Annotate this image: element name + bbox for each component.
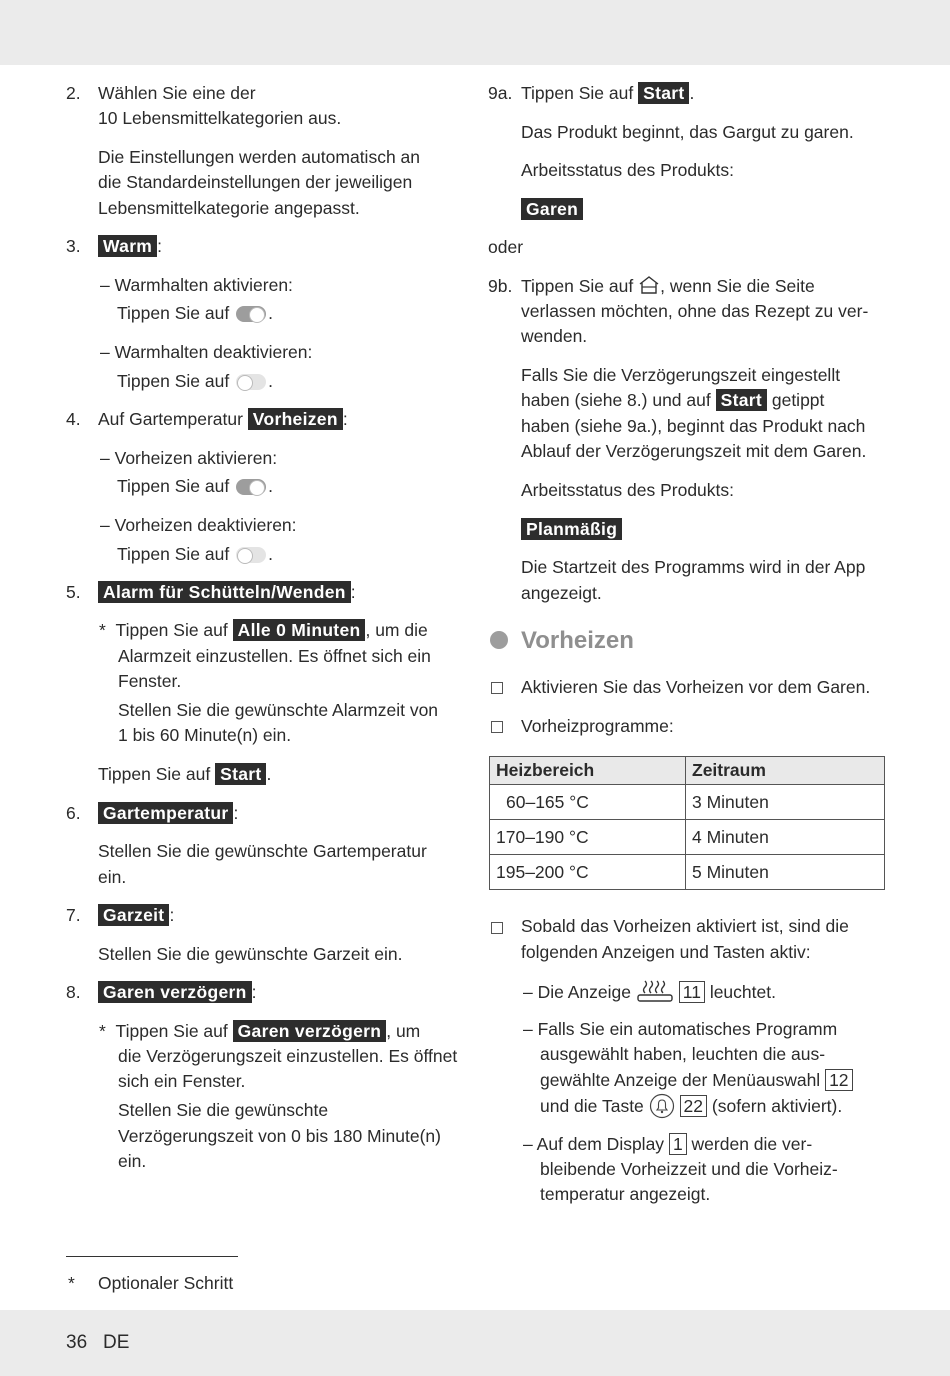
footnote-text: Optionaler Schritt (98, 1273, 234, 1293)
warm-deactivate-line: – Warmhalten deaktivieren: (100, 342, 313, 362)
table-header: Heizbereich (490, 757, 686, 785)
step-9a-heading: Tippen Sie auf Start . (521, 83, 695, 103)
oder-text: oder (488, 237, 524, 257)
step-8-bullet-6: ein. (118, 1151, 147, 1171)
checkbox-square-icon (491, 922, 503, 934)
step-8-bullet-1: * Tippen Sie auf Garen verzögern , um (99, 1021, 421, 1041)
step-6-heading: Gartemperatur : (98, 801, 238, 827)
table-row (490, 855, 885, 890)
table-header: Zeitraum (686, 757, 885, 785)
garen-verzoegern-label: Garen verzögern (98, 981, 252, 1003)
step-8-heading: Garen verzögern : (98, 980, 256, 1006)
section-title: Vorheizen (521, 627, 634, 654)
step-2-line-2: 10 Lebensmittelkategorien aus. (98, 108, 342, 128)
garen-verzoegern-button-label: Garen verzögern (233, 1020, 387, 1042)
step-4-heading: Auf Gartemperatur Vorheizen : (98, 409, 348, 429)
toggle-on-icon (236, 306, 266, 322)
indicator-line-4: gewählte Anzeige der Menüauswahl 12 (540, 1068, 853, 1094)
alle-0-minuten-label: Alle 0 Minuten (233, 619, 366, 641)
step-2-note-3: Lebensmittelkategorie angepasst. (98, 198, 360, 218)
step-8-number: 8. (66, 982, 81, 1002)
step-2-note-2: die Standardeinstellungen der jeweiligen (98, 172, 413, 192)
step-3-heading: Warm : (98, 234, 162, 260)
table-cell: 5 Minuten (686, 855, 885, 890)
step-5-number: 5. (66, 582, 81, 602)
warm-deactivate-tip: Tippen Sie auf . (117, 371, 273, 391)
footer-band (0, 1310, 950, 1376)
indicator-line-3: ausgewählt haben, leuchten die aus- (540, 1044, 826, 1064)
preheat-activate-tip: Tippen Sie auf . (117, 476, 273, 496)
step-7-heading: Garzeit : (98, 903, 174, 929)
table-header-row (490, 757, 885, 785)
section-bullet-icon (490, 631, 508, 649)
step-9a-number: 9a. (488, 83, 513, 103)
step-6-line-1: Stellen Sie die gewünschte Gartemperatur (98, 841, 427, 861)
vorheizen-label: Vorheizen (248, 408, 343, 430)
indicator-line-7: bleibende Vorheizzeit und die Vorheiz- (540, 1159, 838, 1179)
step-5-bullet-3: Fenster. (118, 671, 182, 691)
checkbox-square-icon (491, 721, 503, 733)
step-9b-note-5: Arbeitsstatus des Produkts: (521, 480, 735, 500)
toggle-off-icon (236, 374, 266, 390)
toggle-off-icon (236, 547, 266, 563)
table-row (490, 820, 885, 855)
page-footer (66, 1332, 129, 1354)
warm-activate-tip: Tippen Sie auf . (117, 303, 273, 323)
step-9b-note-7: angezeigt. (521, 583, 602, 603)
table-cell: 3 Minuten (686, 785, 885, 820)
toggle-on-icon (236, 479, 266, 495)
step-8-bullet-2: die Verzögerungszeit einzustellen. Es öffnet (118, 1046, 458, 1066)
preheat-activate-line: – Vorheizen aktivieren: (100, 448, 278, 468)
step-8-bullet-3: sich ein Fenster. (118, 1071, 246, 1091)
step-6-number: 6. (66, 803, 81, 823)
step-6-line-2: ein. (98, 867, 127, 887)
step-8-bullet-5: Verzögerungszeit von 0 bis 180 Minute(n) (118, 1126, 441, 1146)
step-5-start-tip: Tippen Sie auf Start . (98, 764, 272, 784)
indicator-line-1: – Die Anzeige 11 leuchtet. (523, 979, 776, 1006)
footnote-divider (66, 1256, 238, 1257)
preheat-bullet-3-line-1: Sobald das Vorheizen aktiviert ist, sind die (521, 916, 849, 936)
indicator-line-6: – Auf dem Display 1 werden die ver- (523, 1134, 813, 1154)
step-8-bullet-4: Stellen Sie die gewünschte (118, 1100, 329, 1120)
preheat-bullet-1: Aktivieren Sie das Vorheizen vor dem Garen. (521, 677, 871, 697)
step-9b-note-2: haben (siehe 8.) und auf Start getippt (521, 390, 825, 410)
table-cell: 170–190 °C (490, 820, 686, 855)
step-2-line-1: Wählen Sie eine der (98, 83, 256, 103)
step-5-bullet-1: * Tippen Sie auf Alle 0 Minuten , um die (99, 620, 428, 640)
page-number: 36 (66, 1332, 88, 1353)
warm-label: Warm (98, 235, 157, 257)
step-9b-line-1: Tippen Sie auf , wenn Sie die Seite (521, 276, 815, 296)
ref-box-11: 11 (679, 981, 705, 1003)
warm-activate-line: – Warmhalten aktivieren: (100, 275, 293, 295)
step-5-bullet-4: Stellen Sie die gewünschte Alarmzeit von (118, 700, 439, 720)
home-icon (638, 275, 660, 295)
table-row (490, 785, 885, 820)
status-garen: Garen (521, 197, 583, 223)
start-label: Start (638, 82, 689, 104)
start-label: Start (215, 763, 266, 785)
ref-box-22: 22 (680, 1095, 707, 1117)
step-9b-line-3: wenden. (521, 326, 588, 346)
step-9b-note-1: Falls Sie die Verzögerungszeit eingestellt (521, 365, 841, 385)
language-code: DE (102, 1332, 130, 1353)
step-9a-line-2: Arbeitsstatus des Produkts: (521, 160, 735, 180)
indicator-line-2: – Falls Sie ein automatisches Programm (523, 1019, 838, 1039)
step-7-line-1: Stellen Sie die gewünschte Garzeit ein. (98, 944, 403, 964)
checkbox-square-icon (491, 682, 503, 694)
preheat-bullet-3-line-2: folgenden Anzeigen und Tasten aktiv: (521, 942, 811, 962)
preheat-deactivate-line: – Vorheizen deaktivieren: (100, 515, 297, 535)
step-2-note-1: Die Einstellungen werden automatisch an (98, 147, 420, 167)
step-5-heading: Alarm für Schütteln/Wenden : (98, 580, 356, 606)
step-3-number: 3. (66, 236, 81, 256)
preheat-deactivate-tip: Tippen Sie auf . (117, 544, 273, 564)
start-label: Start (716, 389, 767, 411)
step-4-number: 4. (66, 409, 81, 429)
alarm-label: Alarm für Schütteln/Wenden (98, 581, 351, 603)
step-9b-note-4: Ablauf der Verzögerungszeit mit dem Garen. (521, 441, 867, 461)
ref-box-1: 1 (669, 1133, 687, 1155)
step-9b-line-2: verlassen möchten, ohne das Rezept zu ver- (521, 301, 869, 321)
status-planmaessig: Planmäßig (521, 517, 622, 543)
table-cell: 195–200 °C (490, 855, 686, 890)
step-5-bullet-5: 1 bis 60 Minute(n) ein. (118, 725, 292, 745)
step-9b-number: 9b. (488, 276, 513, 296)
ref-box-12: 12 (825, 1069, 852, 1091)
footnote-star: * (68, 1273, 75, 1293)
step-7-number: 7. (66, 905, 81, 925)
preheat-table (489, 756, 885, 890)
step-9b-note-6: Die Startzeit des Programms wird in der App (521, 557, 866, 577)
bell-button-icon (649, 1093, 675, 1119)
step-5-bullet-2: Alarmzeit einzustellen. Es öffnet sich ein (118, 646, 431, 666)
preheat-bullet-2: Vorheizprogramme: (521, 716, 674, 736)
step-2-number: 2. (66, 83, 81, 103)
table-cell: 4 Minuten (686, 820, 885, 855)
step-9b-note-3: haben (siehe 9a.), beginnt das Produkt nach (521, 416, 866, 436)
header-band (0, 0, 950, 65)
step-9a-line-1: Das Produkt beginnt, das Gargut zu garen. (521, 122, 854, 142)
preheat-indicator-icon (636, 979, 674, 1003)
table-cell: 60–165 °C (490, 785, 686, 820)
garzeit-label: Garzeit (98, 904, 169, 926)
indicator-line-8: temperatur angezeigt. (540, 1184, 711, 1204)
gartemperatur-label: Gartemperatur (98, 802, 233, 824)
indicator-line-5: und die Taste 22 (sofern aktiviert). (540, 1093, 842, 1120)
